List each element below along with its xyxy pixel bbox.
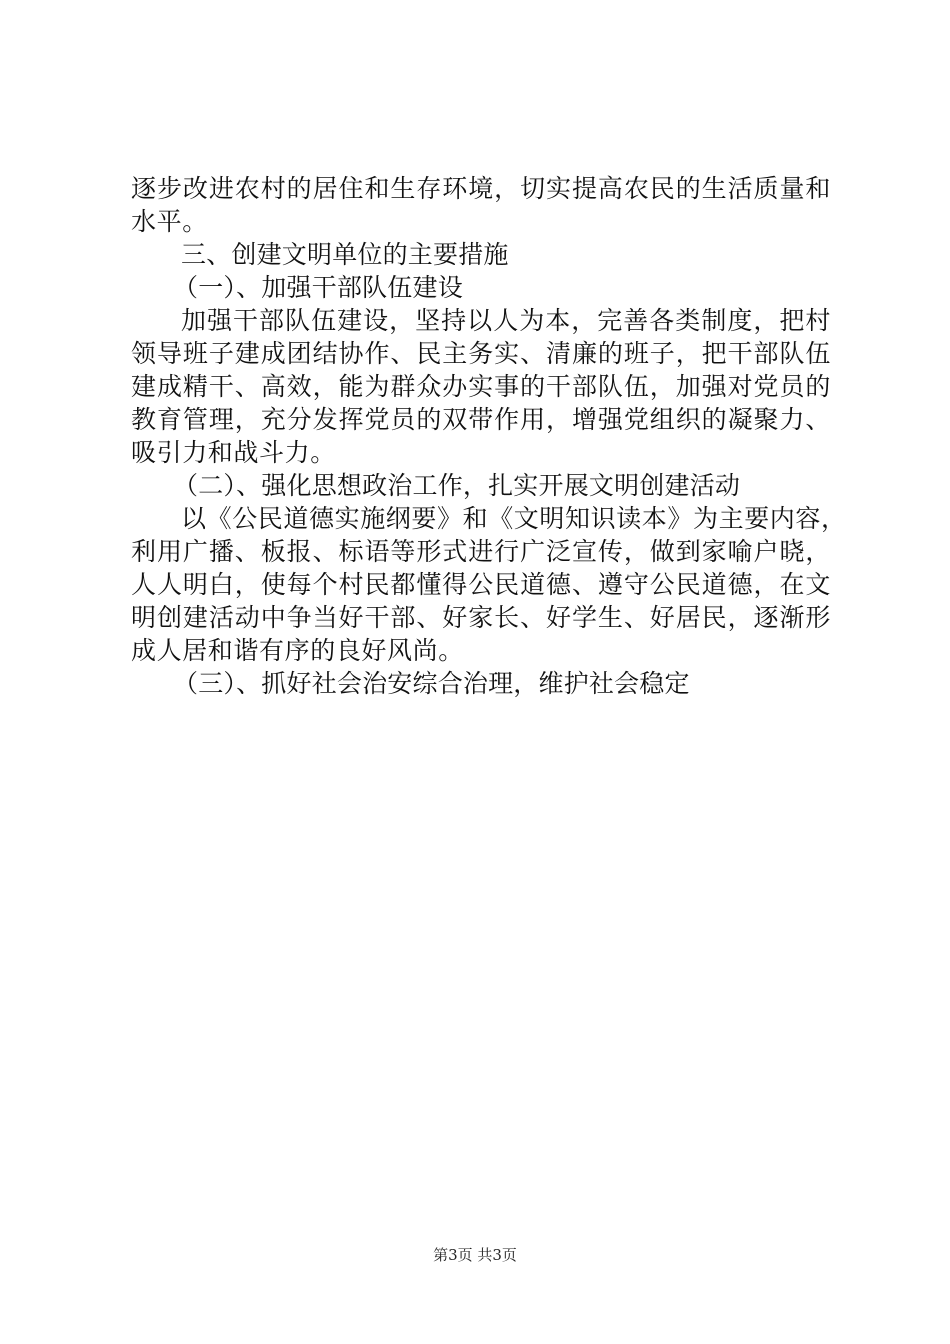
subsection-heading: （一）、加强干部队伍建设 bbox=[173, 273, 463, 302]
paragraph-line: 逐步改进农村的居住和生存环境，切实提高农民的生活质量和 bbox=[131, 174, 831, 203]
paragraph-line: 吸引力和战斗力。 bbox=[131, 438, 336, 467]
document-body bbox=[131, 172, 847, 700]
section-heading: 三、创建文明单位的主要措施 bbox=[181, 240, 509, 269]
subsection-heading: （二）、强化思想政治工作，扎实开展文明创建活动 bbox=[173, 471, 741, 500]
subsection-heading: （三）、抓好社会治安综合治理，维护社会稳定 bbox=[173, 669, 690, 698]
paragraph-line: 成人居和谐有序的良好风尚。 bbox=[131, 636, 464, 665]
paragraph-line: 明创建活动中争当好干部、好家长、好学生、好居民，逐渐形 bbox=[131, 603, 831, 632]
paragraph-line: 以《公民道德实施纲要》和《文明知识读本》为主要内容， bbox=[181, 504, 847, 533]
paragraph-line: 利用广播、板报、标语等形式进行广泛宣传，做到家喻户晓， bbox=[131, 537, 831, 566]
paragraph-line: 领导班子建成团结协作、民主务实、清廉的班子，把干部队伍 bbox=[131, 339, 831, 368]
paragraph-line: 加强干部队伍建设，坚持以人为本，完善各类制度，把村 bbox=[181, 306, 831, 335]
paragraph-line: 建成精干、高效，能为群众办实事的干部队伍，加强对党员的 bbox=[131, 372, 831, 401]
page-number: 第3页 共3页 bbox=[433, 1246, 517, 1264]
paragraph-line: 人人明白，使每个村民都懂得公民道德、遵守公民道德，在文 bbox=[131, 570, 831, 599]
paragraph-line: 水平。 bbox=[131, 207, 208, 236]
paragraph-line: 教育管理，充分发挥党员的双带作用，增强党组织的凝聚力、 bbox=[131, 405, 831, 434]
